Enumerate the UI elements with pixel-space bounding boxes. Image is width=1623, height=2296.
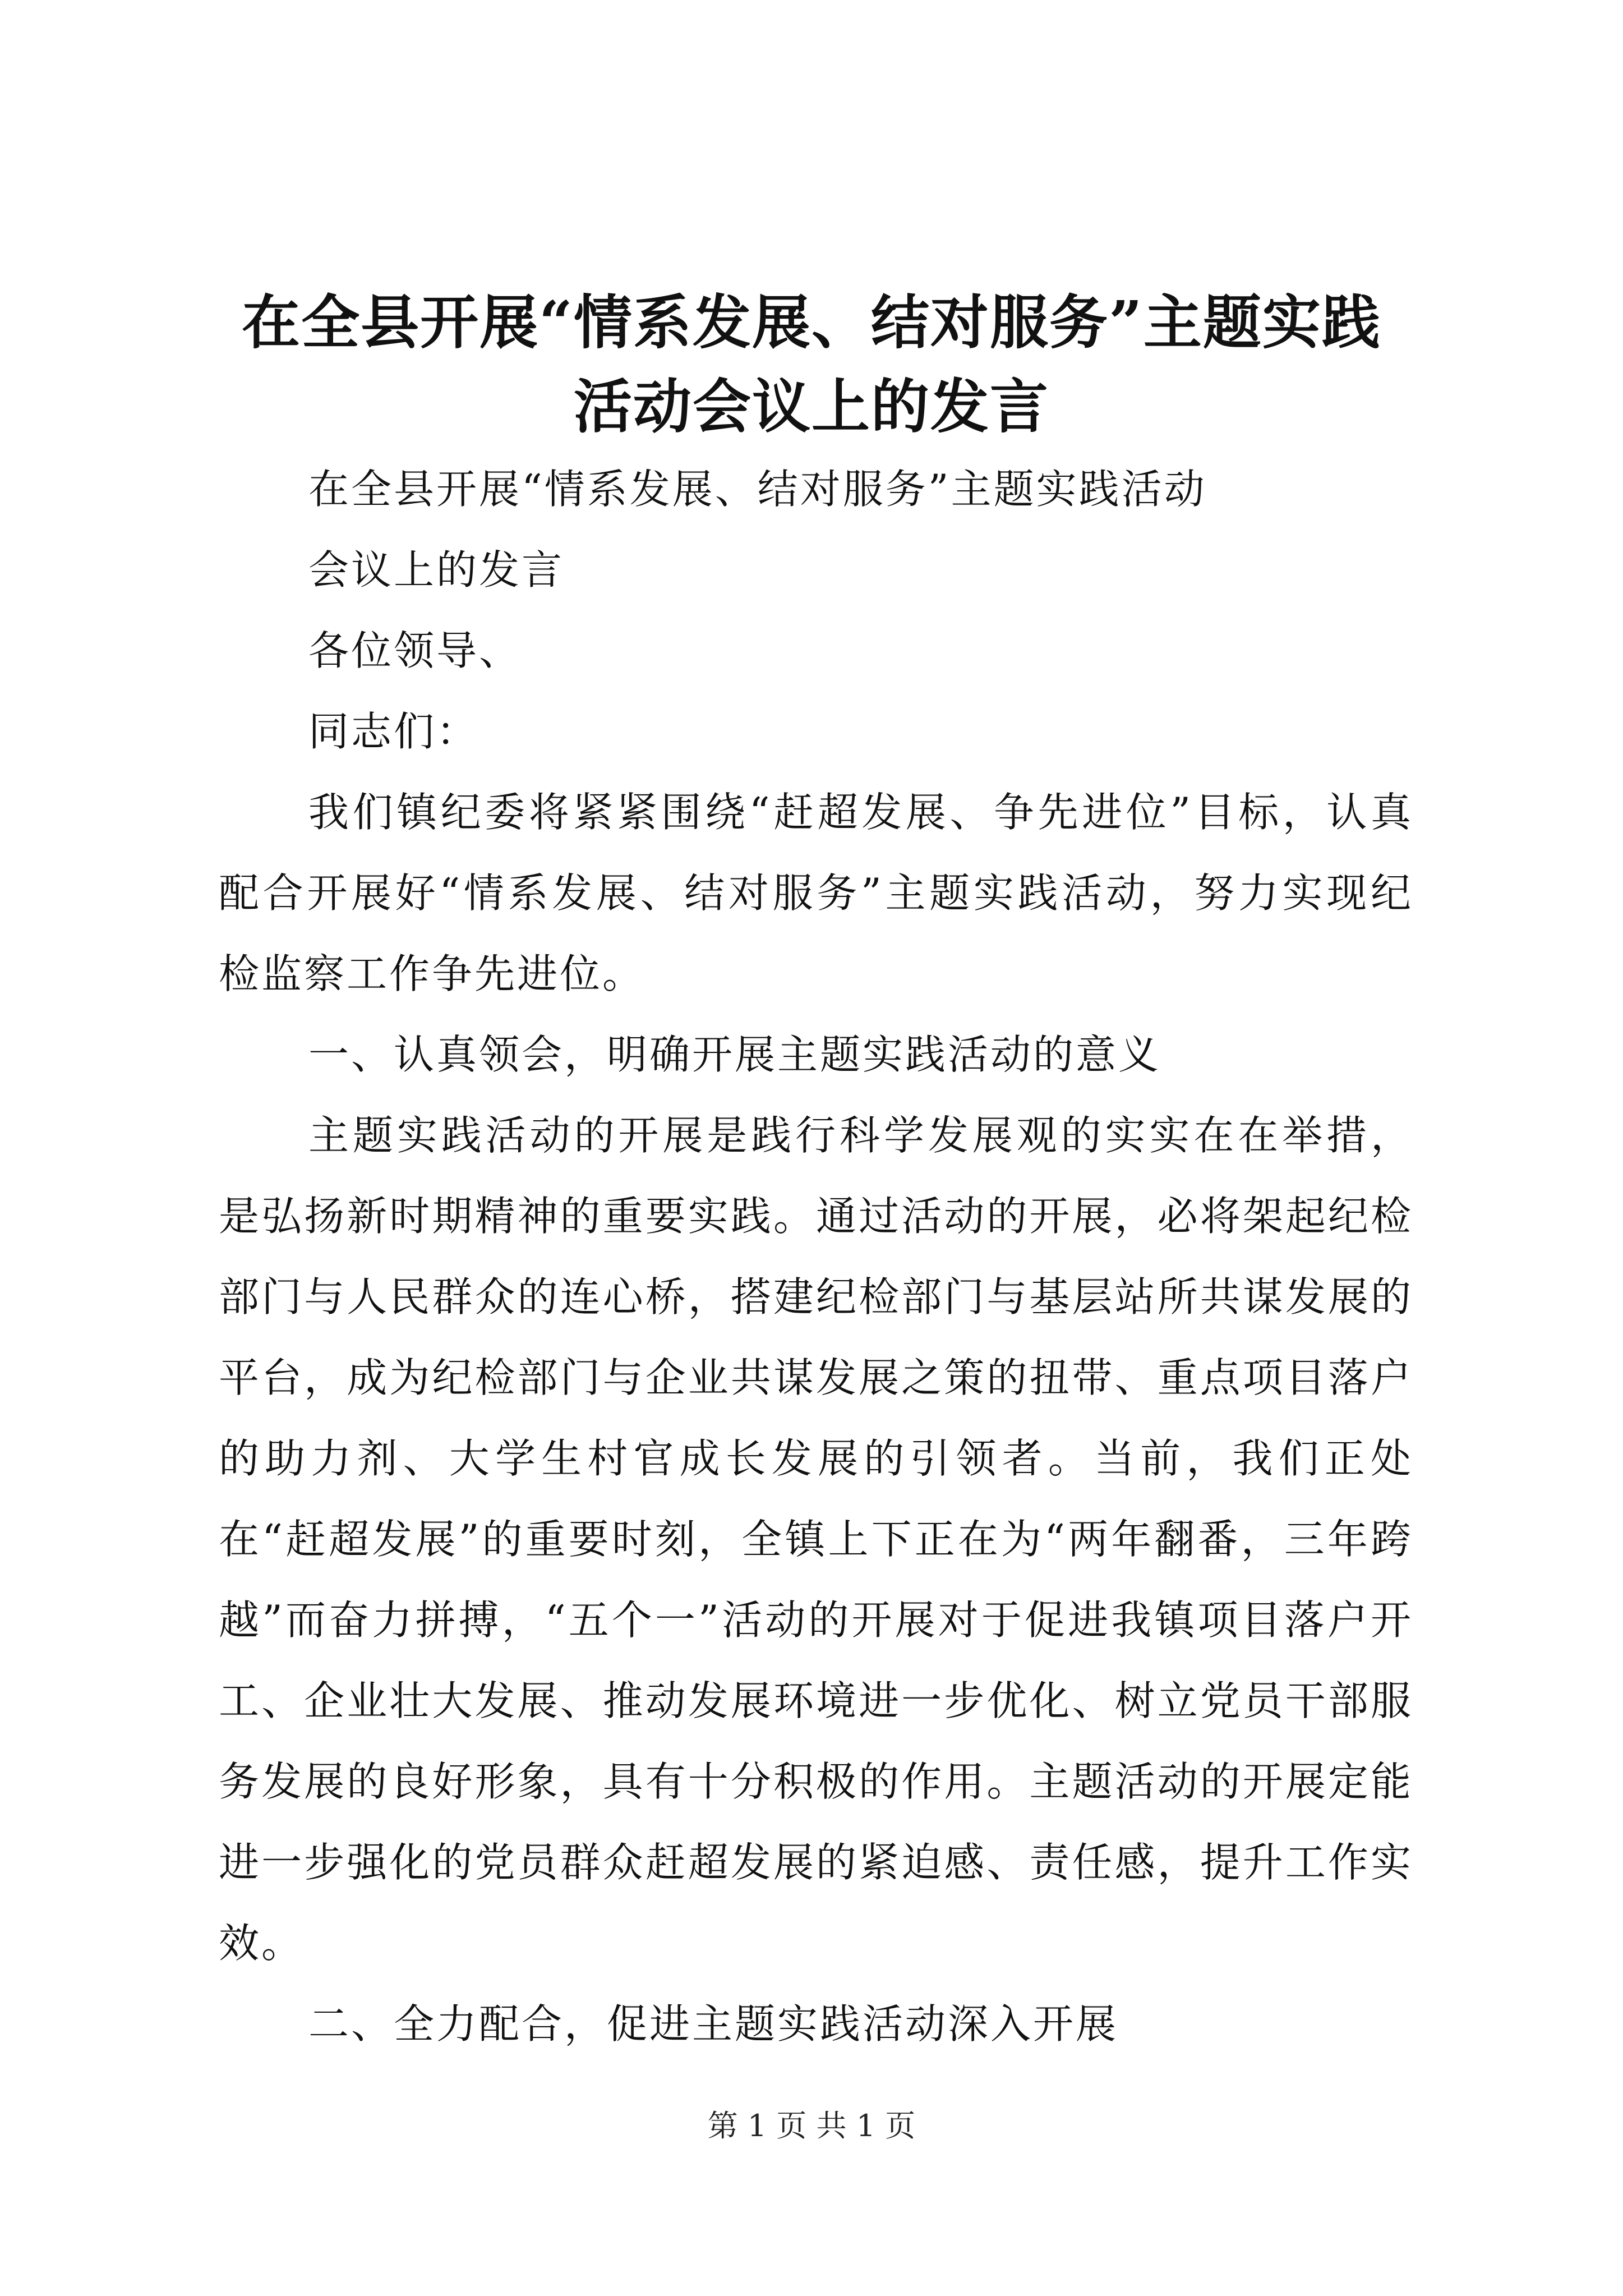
- section-heading-2: 二、全力配合，促进主题实践活动深入开展: [308, 2000, 1119, 2047]
- salutation-line-1: 各位领导、: [308, 627, 522, 674]
- intro-paragraph: 我们镇纪委将紧紧围绕“赶超发展、争先进位”目标，认真配合开展好“情系发展、结对服务”主题实践活动，努力实现纪检监察工作争先进位。: [219, 789, 1413, 997]
- subtitle-line-2: 会议上的发言: [308, 546, 565, 593]
- title-line-1: 在全县开展“情系发展、结对服务”主题实践: [242, 288, 1381, 357]
- subtitle-line-1: 在全县开展“情系发展、结对服务”主题实践活动: [308, 466, 1207, 513]
- title-line-2: 活动会议上的发言: [573, 372, 1049, 441]
- document-body: [219, 449, 1413, 2064]
- page-footer: 第 1 页 共 1 页: [707, 2108, 916, 2143]
- section-1-paragraph: 主题实践活动的开展是践行科学发展观的实实在在举措，是弘扬新时期精神的重要实践。通过活动的开展，必将架起纪检部门与人民群众的连心桥，搭建纪检部门与基层站所共谋发展的平台，成为纪检部门与企业共谋发展之策的扭带、重点项目落户的助力剂、大学生村官成长发展的引领者。当前，我们正处在“赶超发展”的重要时刻，全镇上下正在为“两年翻番，三年跨越”而奋力拼搏，“五个一”活动的开展对于促进我镇项目落户开工、企业壮大发展、推动发展环境进一步优化、树立党员干部服务发展的良好形象，具有十分积极的作用。主题活动的开展定能进一步强化的党员群众赶超发展的紧迫感、责任感，提升工作实效。: [219, 1112, 1413, 1967]
- salutation-line-2: 同志们：: [308, 708, 479, 755]
- section-heading-1: 一、认真领会，明确开展主题实践活动的意义: [308, 1031, 1161, 1078]
- document-title: [185, 280, 1438, 449]
